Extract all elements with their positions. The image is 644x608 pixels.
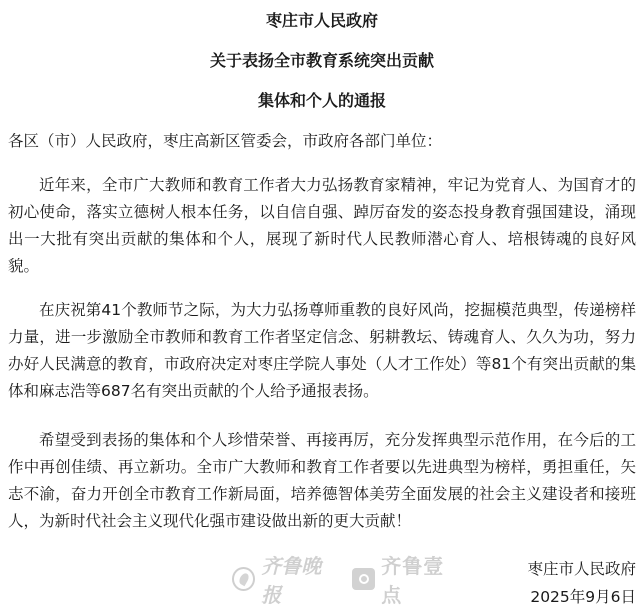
signature-issuer: 枣庄市人民政府 [527,560,636,578]
watermark [232,554,462,607]
salutation: 各区（市）人民政府，枣庄高新区管委会，市政府各部门单位： [8,132,443,150]
title-line-3: 集体和个人的通报 [257,91,386,110]
title-line-2: 关于表扬全市教育系统突出贡献 [209,51,434,70]
qilu-evening-news-logo-icon [232,567,255,591]
watermark-brand-1: 齐鲁晚报 [261,554,322,607]
watermark-brand-2: 齐鲁壹点 [381,554,445,607]
paragraph-1: 近年来，全市广大教师和教育工作者大力弘扬教育家精神，牢记为党育人、为国育才的初心使命，落实立德树人根本任务，以自信自强、踔厉奋发的姿态投身教育强国建设，涌现出一大批有突出贡献的集体和个人，展现了新时代人民教师潜心育人、培根铸魂的良好风貌。 [8,176,636,275]
qilu-yidian-logo-icon [352,568,375,590]
paragraph-2: 在庆祝第41个教师节之际，为大力弘扬尊师重教的良好风尚，挖掘模范典型，传递榜样力量，进一步激励全市教师和教育工作者坚定信念、躬耕教坛、铸魂育人、久久为功，努力办好人民满意的教育，市政府决定对枣庄学院人事处（人才工作处）等81个有突出贡献的集体和麻志浩等687名有突出贡献的个人给予通报表扬。 [8,301,636,400]
title-issuer: 枣庄市人民政府 [265,11,378,30]
paragraph-3: 希望受到表扬的集体和个人珍惜荣誉、再接再厉，充分发挥典型示范作用，在今后的工作中再创佳绩、再立新功。全市广大教师和教育工作者要以先进典型为榜样，勇担重任，矢志不渝，奋力开创全市教育工作新局面，培养德智体美劳全面发展的社会主义建设者和接班人，为新时代社会主义现代化强市建设做出新的更大贡献！ [8,431,636,530]
signature-date: 2025年9月6日 [530,588,636,606]
